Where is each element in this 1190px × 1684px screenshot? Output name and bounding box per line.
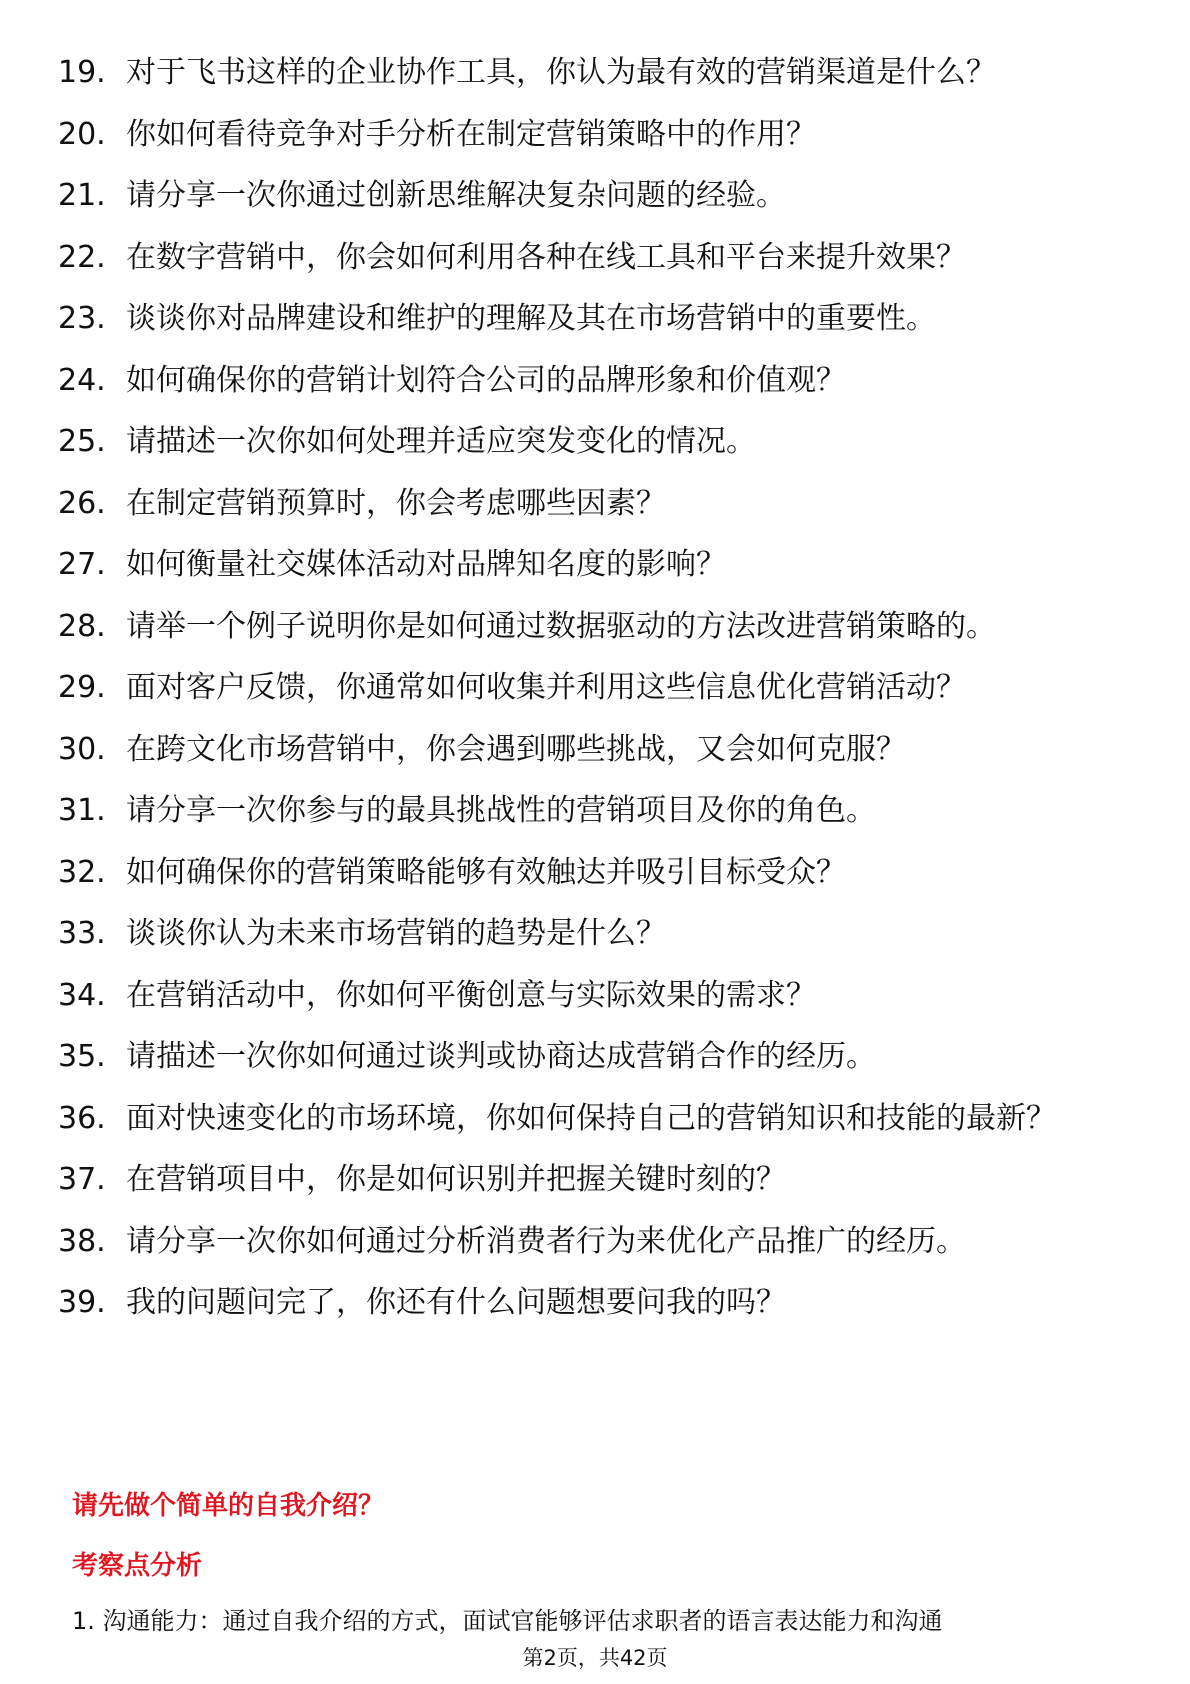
question-text: 面对快速变化的市场环境，你如何保持自己的营销知识和技能的最新？ <box>126 1100 1056 1136</box>
question-number: 38. <box>58 1223 106 1259</box>
question-item <box>58 1036 1118 1078</box>
question-number: 25. <box>58 424 106 459</box>
analysis-point: 1. 沟通能力：通过自我介绍的方式，面试官能够评估求职者的语言表达能力和沟通 <box>72 1607 943 1635</box>
question-text: 我的问题问完了，你还有什么问题想要问我的吗？ <box>126 1285 786 1320</box>
question-number: 39. <box>58 1285 106 1320</box>
question-item <box>58 790 1118 832</box>
question-text: 对于飞书这样的企业协作工具，你认为最有效的营销渠道是什么？ <box>126 55 996 90</box>
question-item <box>58 975 1118 1017</box>
question-number: 33. <box>58 916 106 951</box>
question-number: 29. <box>58 670 106 705</box>
question-item <box>58 114 1118 156</box>
question-item <box>58 1221 1118 1263</box>
question-number: 30. <box>58 731 106 767</box>
question-list <box>58 52 1118 1344</box>
question-item <box>58 913 1118 955</box>
question-item <box>58 544 1118 586</box>
question-text: 请分享一次你通过创新思维解决复杂问题的经验。 <box>126 178 786 213</box>
question-number: 36. <box>58 1100 106 1136</box>
question-item <box>58 852 1118 894</box>
question-text: 如何确保你的营销策略能够有效触达并吸引目标受众？ <box>126 854 846 890</box>
question-item <box>58 606 1118 648</box>
analysis-heading: 考察点分析 <box>72 1551 203 1581</box>
question-text: 请举一个例子说明你是如何通过数据驱动的方法改进营销策略的。 <box>126 608 996 644</box>
question-item <box>58 237 1118 279</box>
question-text: 请描述一次你如何处理并适应突发变化的情况。 <box>126 424 756 459</box>
question-text: 在营销活动中，你如何平衡创意与实际效果的需求？ <box>126 977 816 1013</box>
question-text: 请分享一次你参与的最具挑战性的营销项目及你的角色。 <box>126 793 876 828</box>
question-number: 26. <box>58 485 106 521</box>
question-item <box>58 667 1118 709</box>
question-item <box>58 483 1118 525</box>
question-number: 32. <box>58 854 106 890</box>
question-text: 请描述一次你如何通过谈判或协商达成营销合作的经历。 <box>126 1039 876 1074</box>
question-item <box>58 52 1118 94</box>
question-item <box>58 1159 1118 1201</box>
question-text: 如何确保你的营销计划符合公司的品牌形象和价值观？ <box>126 362 846 398</box>
question-text: 如何衡量社交媒体活动对品牌知名度的影响？ <box>126 547 726 582</box>
question-text: 在跨文化市场营销中，你会遇到哪些挑战，又会如何克服？ <box>126 731 906 767</box>
question-number: 28. <box>58 608 106 644</box>
question-number: 23. <box>58 301 106 336</box>
question-number: 31. <box>58 793 106 828</box>
question-number: 19. <box>58 55 106 90</box>
question-text: 你如何看待竞争对手分析在制定营销策略中的作用？ <box>126 116 816 152</box>
question-text: 谈谈你认为未来市场营销的趋势是什么？ <box>126 916 666 951</box>
question-number: 27. <box>58 547 106 582</box>
question-text: 在营销项目中，你是如何识别并把握关键时刻的？ <box>126 1162 786 1197</box>
question-text: 在制定营销预算时，你会考虑哪些因素？ <box>126 485 666 521</box>
question-number: 34. <box>58 977 106 1013</box>
question-number: 20. <box>58 116 106 152</box>
question-number: 22. <box>58 239 106 275</box>
intro-question-heading: 请先做个简单的自我介绍？ <box>72 1491 385 1521</box>
question-item <box>58 1098 1118 1140</box>
question-item <box>58 729 1118 771</box>
question-item <box>58 298 1118 340</box>
question-number: 35. <box>58 1039 106 1074</box>
question-text: 在数字营销中，你会如何利用各种在线工具和平台来提升效果？ <box>126 239 966 275</box>
question-number: 21. <box>58 178 106 213</box>
question-item <box>58 1282 1118 1324</box>
question-number: 37. <box>58 1162 106 1197</box>
question-item <box>58 175 1118 217</box>
question-text: 面对客户反馈，你通常如何收集并利用这些信息优化营销活动？ <box>126 670 966 705</box>
question-text: 请分享一次你如何通过分析消费者行为来优化产品推广的经历。 <box>126 1223 966 1259</box>
question-text: 谈谈你对品牌建设和维护的理解及其在市场营销中的重要性。 <box>126 301 936 336</box>
question-item <box>58 360 1118 402</box>
question-number: 24. <box>58 362 106 398</box>
question-item <box>58 421 1118 463</box>
page-footer: 第2页，共42页 <box>522 1646 668 1670</box>
